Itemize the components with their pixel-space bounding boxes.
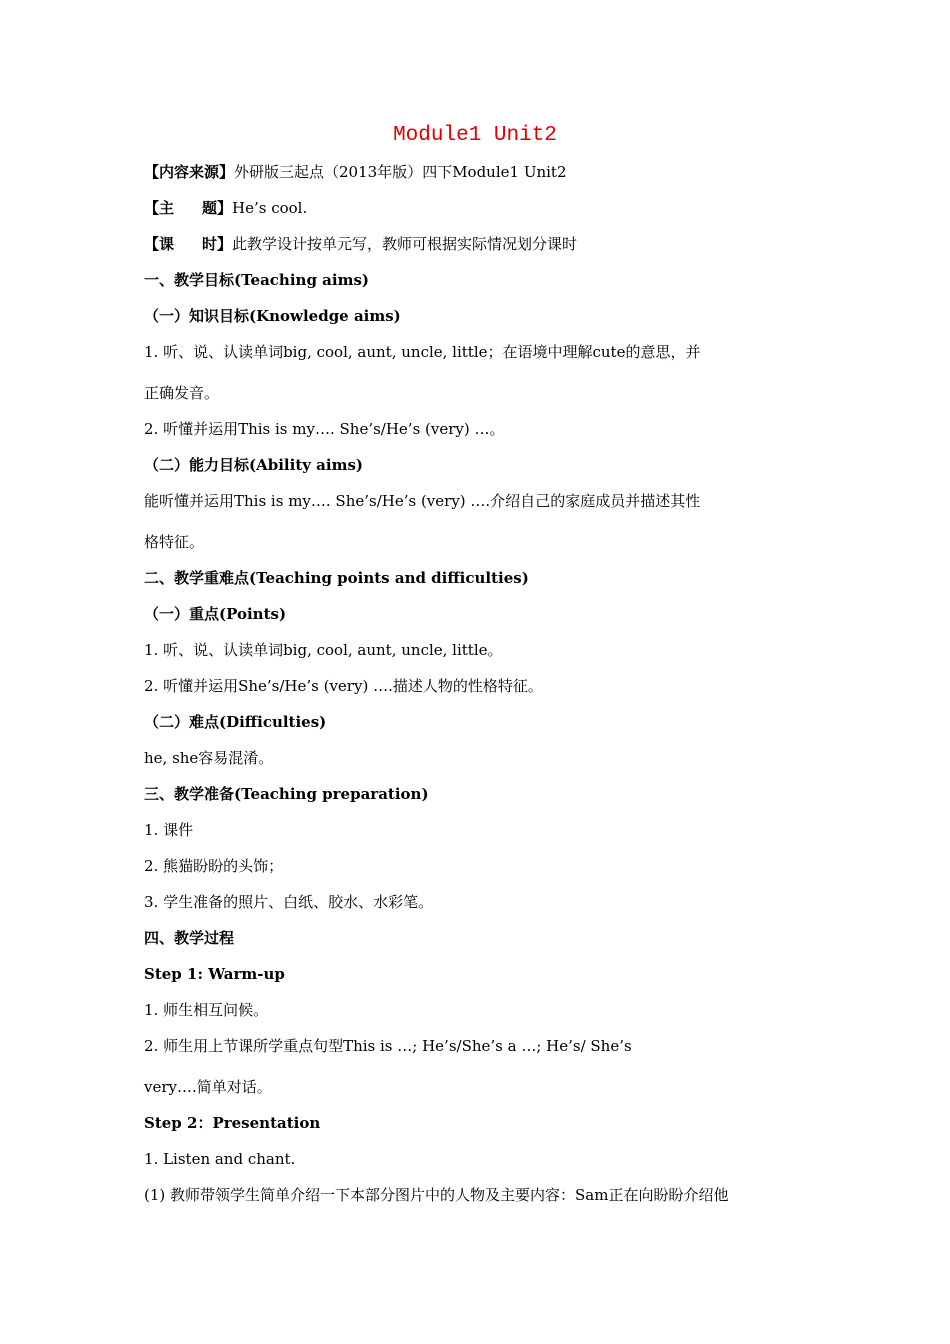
page-title: Module1 Unit2 xyxy=(393,124,557,147)
paragraph-line: 1. 听、说、认读单词big, cool, aunt, uncle, little。 xyxy=(144,641,503,659)
source-label: 【内容来源】 xyxy=(144,163,235,181)
section-heading-points: 二、教学重难点(Teaching points and difficulties) xyxy=(144,569,529,587)
period-value: 此教学设计按单元写，教师可根据实际情况划分课时 xyxy=(232,235,578,253)
paragraph-line: 1. 听、说、认读单词big, cool, aunt, uncle, little；在语境中理解cute的意思，并 xyxy=(144,343,701,361)
list-item: 3. 学生准备的照片、白纸、胶水、水彩笔。 xyxy=(144,893,434,911)
paragraph-line: 2. 听懂并运用She’s/He’s (very) ….描述人物的性格特征。 xyxy=(144,677,543,695)
subsection-heading-knowledge: （一）知识目标(Knowledge aims) xyxy=(144,307,401,325)
topic-label-a: 【主 xyxy=(144,199,175,217)
paragraph-line: he, she容易混淆。 xyxy=(144,749,274,767)
period-line xyxy=(144,234,577,254)
list-item: 1. 课件 xyxy=(144,821,194,839)
step-heading-presentation: Step 2：Presentation xyxy=(144,1114,321,1132)
topic-value: He’s cool. xyxy=(232,199,308,217)
source-value: 外研版三起点（2013年版）四下Module1 Unit2 xyxy=(234,163,567,181)
list-item: 1. 师生相互问候。 xyxy=(144,1001,269,1019)
section-heading-aims: 一、教学目标(Teaching aims) xyxy=(144,271,369,289)
topic-label-b: 题】 xyxy=(202,199,233,217)
paragraph-line: 2. 听懂并运用This is my…. She’s/He’s (very) …。 xyxy=(144,420,505,438)
step-heading-warm-up: Step 1: Warm-up xyxy=(144,965,285,983)
source-line xyxy=(144,162,567,182)
list-item: 1. Listen and chant. xyxy=(144,1150,296,1168)
paragraph-line: 能听懂并运用This is my…. She’s/He’s (very) ….介绍自己的家庭成员并描述其性 xyxy=(144,492,701,510)
section-heading-preparation: 三、教学准备(Teaching preparation) xyxy=(144,785,429,803)
list-item: 2. 熊猫盼盼的头饰； xyxy=(144,857,284,875)
paragraph-line: 正确发音。 xyxy=(144,384,220,402)
paragraph-line: (1) 教师带领学生简单介绍一下本部分图片中的人物及主要内容：Sam正在向盼盼介绍他 xyxy=(144,1186,729,1204)
subsection-heading-difficulties: （二）难点(Difficulties) xyxy=(144,713,327,731)
list-item: 2. 师生用上节课所学重点句型This is …; He’s/She’s a …; He’s/ She’s xyxy=(144,1037,632,1055)
period-label-a: 【课 xyxy=(144,235,175,253)
section-heading-process: 四、教学过程 xyxy=(144,929,235,947)
subsection-heading-ability: （二）能力目标(Ability aims) xyxy=(144,456,364,474)
subsection-heading-key-points: （一）重点(Points) xyxy=(144,605,287,623)
paragraph-line: very….简单对话。 xyxy=(144,1078,272,1096)
paragraph-line: 格特征。 xyxy=(144,533,205,551)
period-label-b: 时】 xyxy=(202,235,233,253)
topic-line xyxy=(144,198,307,218)
